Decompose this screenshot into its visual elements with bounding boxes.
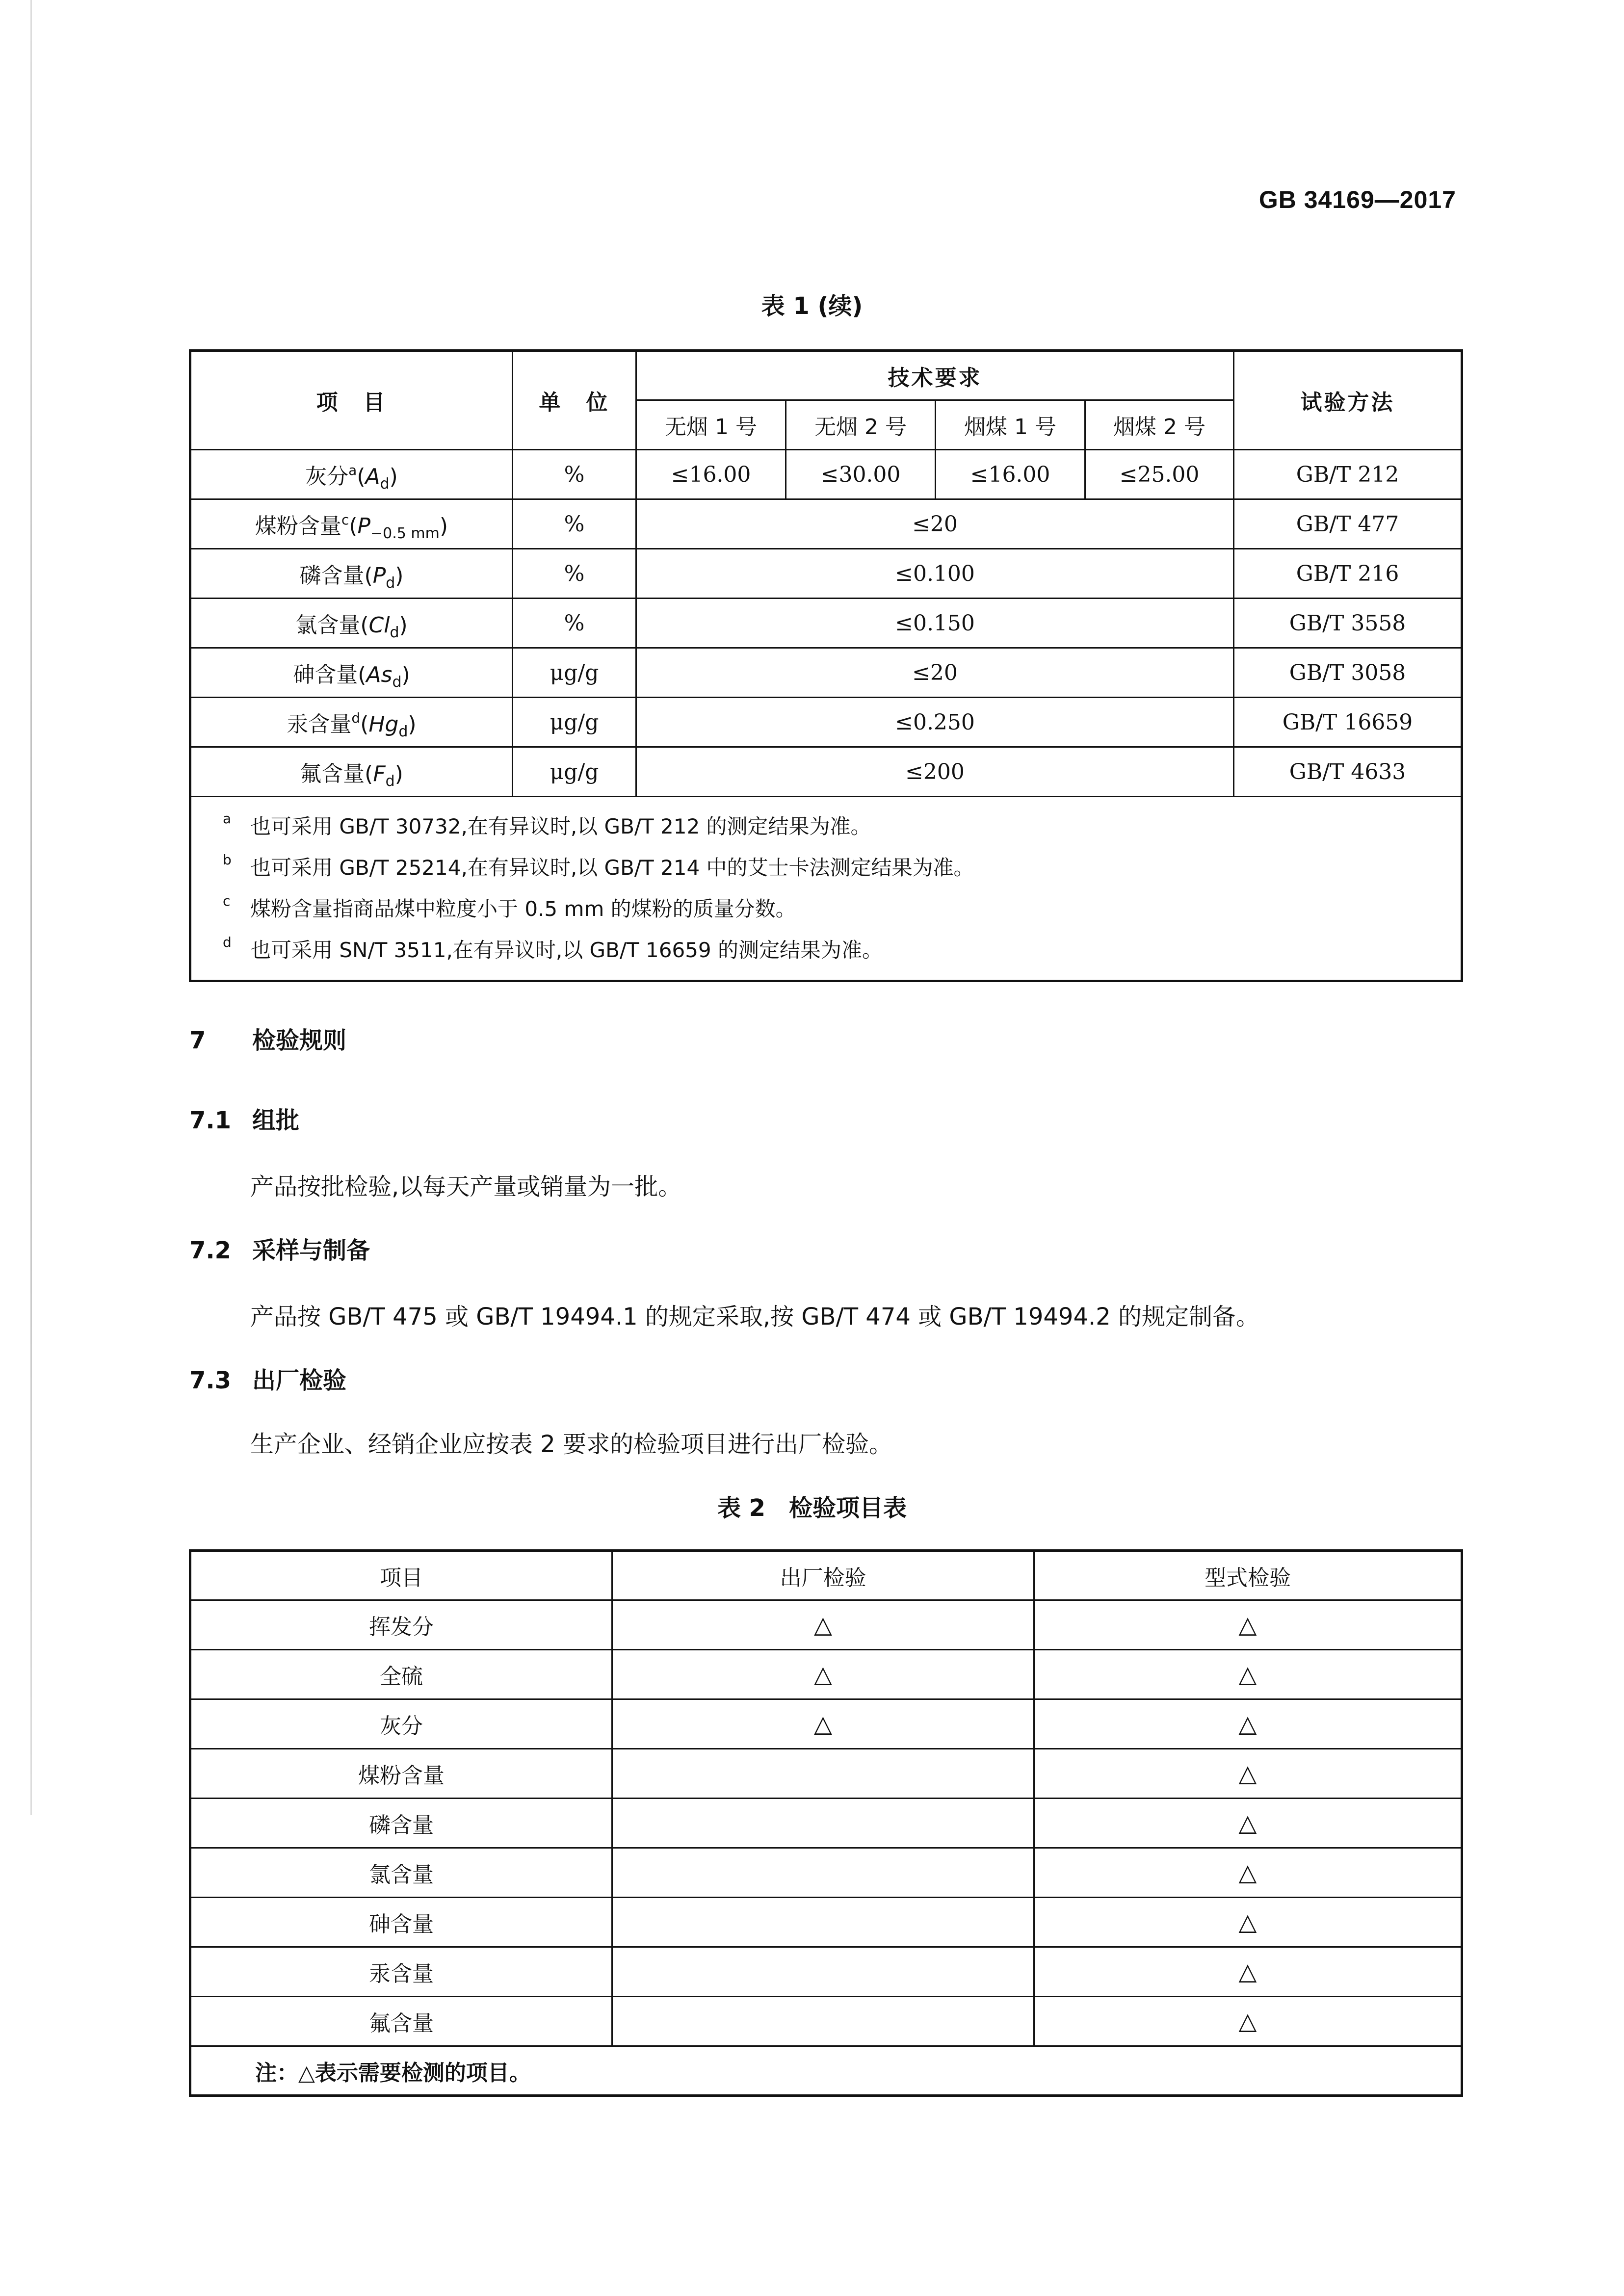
t2-item: 汞含量 [190,1947,612,1997]
t1-value: ≤16.00 [936,450,1085,499]
t2-note-label: 注： [255,2060,298,2086]
t1-item-name: 氟含量 [300,761,365,786]
t1-item-symbol: As [366,662,393,687]
section-7-2-body: 产品按 GB/T 475 或 GB/T 19494.1 的规定采取,按 GB/T 474 或 GB/T 19494.2 的规定制备。 [250,1303,1260,1331]
t1-row [190,648,1462,698]
t1-note [223,806,1461,847]
t1-value: ≤30.00 [786,450,936,499]
t2-item: 氯含量 [190,1848,612,1898]
t2-factory-mark [612,1898,1034,1947]
t2-row [190,1699,1462,1749]
t1-item-mark: c [341,512,349,528]
t2-row [190,1898,1462,1947]
t1-item-symbol-sub: d [386,574,395,592]
t1-value: ≤20 [636,499,1234,549]
t1-unit: % [513,499,636,549]
t2-item: 挥发分 [190,1600,612,1650]
t1-method: GB/T 3558 [1234,599,1462,648]
t2-row [190,1650,1462,1699]
t1-item: 磷含量$(P_d)$ [190,549,513,599]
t1-item-symbol-sub: d [390,624,399,641]
t1-unit: % [513,450,636,499]
t1-item-symbol: Cl [368,613,390,638]
t2-type-mark: △ [1034,1848,1462,1898]
t1-header-unit: 单 位 [513,351,636,450]
t1-value: ≤20 [636,648,1234,698]
t2-row [190,1947,1462,1997]
t1-note [223,847,1461,888]
t2-type-mark: △ [1034,1699,1462,1749]
t2-row [190,1799,1462,1848]
table2 [189,1549,1463,2097]
section-7-2 [189,1231,370,1265]
t2-header-factory: 出厂检验 [612,1551,1034,1600]
t1-item: 灰分$^a(A_d)$ [190,450,513,499]
t1-item-mark: d [351,710,361,726]
t1-header-tech: 技术要求 [636,351,1234,400]
t1-item-symbol-sub: d [385,773,395,790]
section-7-1 [189,1101,299,1135]
section-7-3 [189,1361,346,1395]
t1-grade: 无烟 1 号 [636,400,786,450]
t1-item: 砷含量$(As_d)$ [190,648,513,698]
section-number: 7 [189,1027,206,1054]
section-title: 组批 [252,1107,300,1134]
t2-row [190,1997,1462,2046]
t1-value: ≤0.100 [636,549,1234,599]
t1-note-mark: a [223,810,232,827]
t2-item: 全硫 [190,1650,612,1699]
section-7-3-body: 生产企业、经销企业应按表 2 要求的检验项目进行出厂检验。 [250,1431,893,1458]
t1-item-name: 煤粉含量 [255,514,341,539]
t2-header-type: 型式检验 [1034,1551,1462,1600]
t1-item-symbol: Hg [368,712,399,737]
t2-factory-mark [612,1947,1034,1997]
t1-value: ≤0.250 [636,698,1234,747]
t1-row [190,549,1462,599]
t1-unit: % [513,599,636,648]
t1-method: GB/T 16659 [1234,698,1462,747]
standard-code: GB 34169—2017 [1258,186,1456,213]
table1-caption: 表 1 (续) [761,292,863,320]
t1-item-name: 砷含量 [293,662,358,687]
t1-header-method: 试验方法 [1234,351,1462,450]
t1-item-symbol: P [372,563,386,588]
t1-value: ≤16.00 [636,450,786,499]
t1-item-name: 汞含量 [287,712,352,737]
t1-method: GB/T 477 [1234,499,1462,549]
t1-item: 氟含量$(F_d)$ [190,747,513,797]
t1-method: GB/T 212 [1234,450,1462,499]
t2-item: 砷含量 [190,1898,612,1947]
t2-item: 氟含量 [190,1997,612,2046]
t1-item-symbol: A [365,464,380,489]
table2-caption: 表 2 检验项目表 [717,1494,907,1522]
t2-type-mark: △ [1034,1799,1462,1848]
table1 [189,349,1463,982]
t2-row [190,1848,1462,1898]
t2-type-mark: △ [1034,1947,1462,1997]
t1-note-mark: d [223,934,232,950]
t1-row [190,499,1462,549]
scan-margin-line [30,0,32,1815]
t1-method: GB/T 216 [1234,549,1462,599]
t1-row [190,698,1462,747]
t1-note [223,930,1461,971]
t2-type-mark: △ [1034,1749,1462,1799]
t1-value: ≤25.00 [1085,450,1234,499]
t2-factory-mark [612,1749,1034,1799]
t1-grade: 无烟 2 号 [786,400,936,450]
t1-unit: μg/g [513,747,636,797]
t1-item: 煤粉含量$^c(P_{-0.5 mm})$ [190,499,513,549]
t1-note-text: 也可采用 GB/T 30732,在有异议时,以 GB/T 212 的测定结果为准。 [250,814,871,838]
t1-unit: % [513,549,636,599]
t2-header-item: 项目 [190,1551,612,1600]
t1-value: ≤200 [636,747,1234,797]
t2-factory-mark [612,1799,1034,1848]
t2-factory-mark: △ [612,1650,1034,1699]
section-title: 采样与制备 [252,1237,370,1264]
t2-note [190,2046,1462,2096]
t2-item: 煤粉含量 [190,1749,612,1799]
t1-note-text: 煤粉含量指商品煤中粒度小于 0.5 mm 的煤粉的质量分数。 [250,897,796,921]
t1-grade: 烟煤 2 号 [1085,400,1234,450]
section-number: 7.2 [189,1237,232,1264]
t2-type-mark: △ [1034,1600,1462,1650]
section-number: 7.1 [189,1107,232,1134]
t1-item-symbol-sub: −0.5 mm [370,525,440,542]
t2-type-mark: △ [1034,1997,1462,2046]
t1-item-name: 磷含量 [299,563,365,588]
t1-item-name: 氯含量 [295,613,361,638]
section-title: 检验规则 [252,1027,347,1054]
t2-factory-mark: △ [612,1600,1034,1650]
t1-note-text: 也可采用 GB/T 25214,在有异议时,以 GB/T 214 中的艾士卡法测定结果为准。 [250,856,974,880]
t1-item-symbol: P [357,514,371,539]
t2-item: 灰分 [190,1699,612,1749]
t2-type-mark: △ [1034,1898,1462,1947]
t2-factory-mark [612,1848,1034,1898]
t1-note-text: 也可采用 SN/T 3511,在有异议时,以 GB/T 16659 的测定结果为准。 [250,938,883,962]
t1-item-symbol-sub: d [380,475,390,493]
t2-note-text: △表示需要检测的项目。 [298,2060,531,2086]
section-7-1-body: 产品按批检验,以每天产量或销量为一批。 [250,1173,682,1200]
t1-notes [190,797,1462,981]
t1-method: GB/T 4633 [1234,747,1462,797]
t1-value: ≤0.150 [636,599,1234,648]
t2-factory-mark: △ [612,1699,1034,1749]
t1-item-symbol-sub: d [398,723,408,740]
t1-grade: 烟煤 1 号 [936,400,1085,450]
t1-header-item: 项 目 [190,351,513,450]
t1-item-symbol: F [373,761,386,786]
t2-row [190,1600,1462,1650]
t1-row [190,599,1462,648]
t2-factory-mark [612,1997,1034,2046]
t2-type-mark: △ [1034,1650,1462,1699]
t1-row [190,747,1462,797]
t1-note [223,888,1461,930]
t2-item: 磷含量 [190,1799,612,1848]
t1-item-symbol-sub: d [392,674,402,691]
t1-note-mark: b [223,852,232,868]
section-title: 出厂检验 [252,1367,347,1394]
section-7 [189,1021,346,1055]
section-number: 7.3 [189,1367,232,1394]
t1-unit: μg/g [513,648,636,698]
t1-item-name: 灰分 [305,464,349,489]
t2-row [190,1749,1462,1799]
t1-item-mark: a [348,462,357,478]
t1-note-mark: c [223,893,231,909]
t1-item: 汞含量$^d(Hg_d)$ [190,698,513,747]
t1-unit: μg/g [513,698,636,747]
t1-item: 氯含量$(Cl_d)$ [190,599,513,648]
t1-method: GB/T 3058 [1234,648,1462,698]
t1-row [190,450,1462,499]
